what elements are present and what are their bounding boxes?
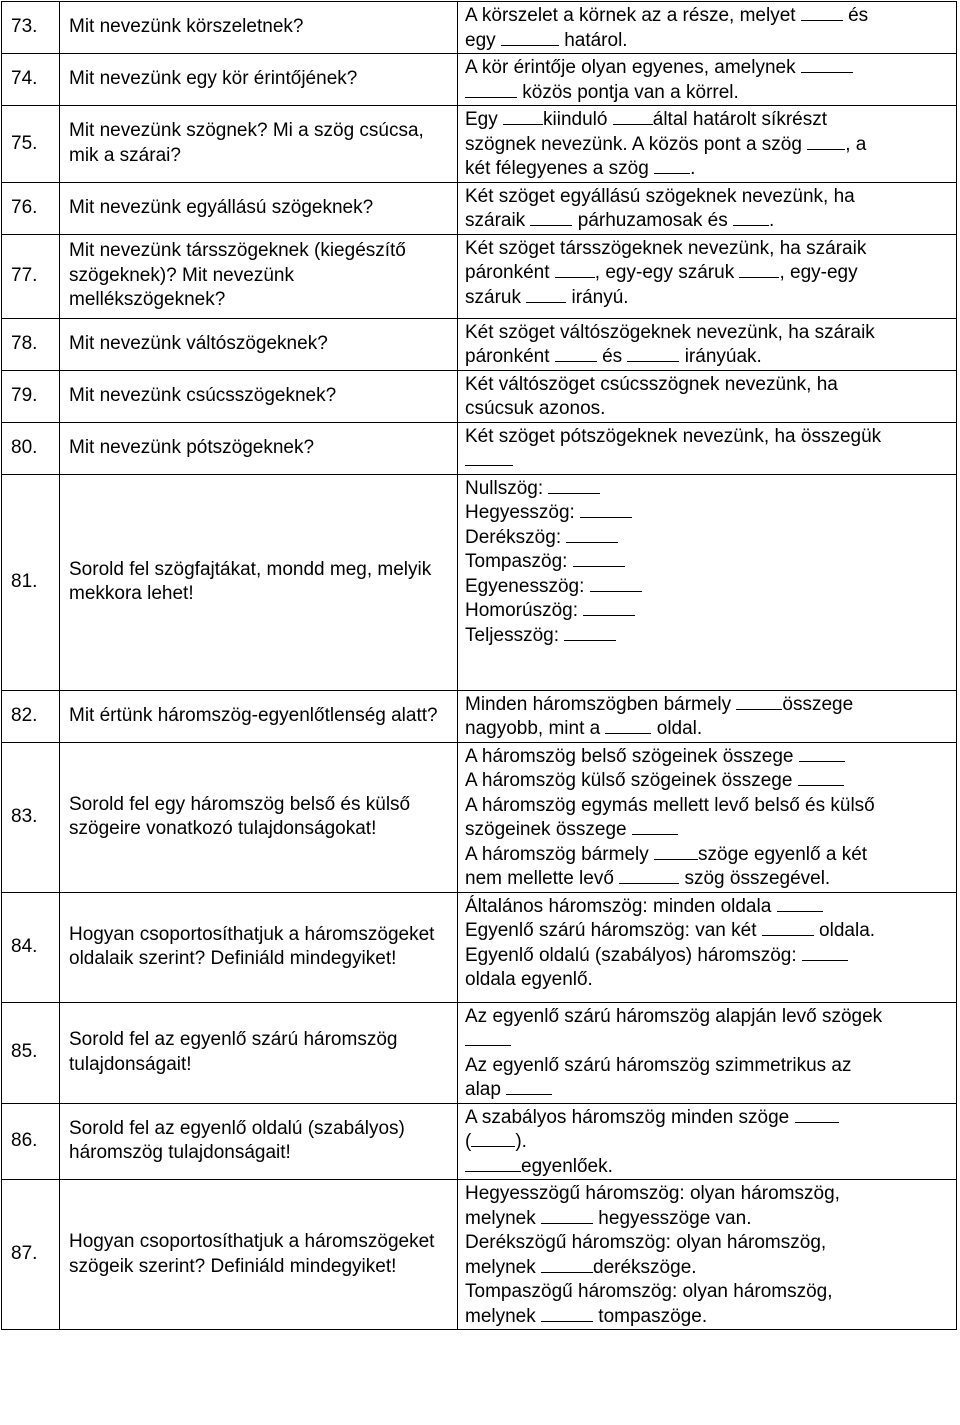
answer-line	[465, 56, 950, 81]
answer-fragment: irányúak.	[679, 346, 762, 367]
answer-text	[458, 690, 957, 742]
table-row	[2, 1103, 957, 1180]
table-row	[2, 106, 957, 183]
answer-fragment: Derékszög:	[465, 526, 567, 548]
question-number: 77.	[2, 234, 60, 318]
answer-line	[465, 1130, 950, 1155]
answer-fragment: Egyenlő oldalú (szabályos) háromszög:	[465, 944, 802, 966]
fill-in-blank[interactable]	[654, 172, 690, 174]
fill-in-blank[interactable]	[501, 44, 559, 46]
answer-line	[465, 108, 950, 133]
question-number: 84.	[2, 892, 60, 1002]
fill-in-blank[interactable]	[801, 71, 853, 73]
answer-fragment: páronként	[465, 346, 555, 367]
question-number: 78.	[2, 318, 60, 370]
answer-text	[458, 106, 957, 183]
fill-in-blank[interactable]	[555, 360, 597, 362]
question-number: 87.	[2, 1180, 60, 1330]
fill-in-blank[interactable]	[465, 464, 513, 466]
answer-fragment: A körszelet a körnek az a része, melyet	[465, 5, 801, 26]
question-text: Sorold fel egy háromszög belső és külső szögeire vonatkozó tulajdonságokat!	[60, 742, 458, 892]
fill-in-blank[interactable]	[465, 1044, 511, 1046]
answer-fragment: páronként	[465, 262, 555, 283]
fill-in-blank[interactable]	[798, 784, 844, 786]
answer-line	[465, 1054, 950, 1079]
question-number: 76.	[2, 182, 60, 234]
answer-fragment: összege	[782, 693, 854, 715]
answer-line	[465, 1155, 950, 1180]
answer-line	[465, 157, 950, 182]
question-table	[1, 1, 957, 1330]
question-number: 82.	[2, 690, 60, 742]
answer-text	[458, 474, 957, 690]
fill-in-blank[interactable]	[541, 1320, 593, 1322]
answer-line	[465, 29, 950, 54]
table-row	[2, 2, 957, 54]
answer-text	[458, 54, 957, 106]
answer-fragment: ).	[515, 1131, 527, 1152]
answer-fragment: Két szöget váltószögeknek nevezünk, ha száraik	[465, 321, 875, 343]
answer-fragment: Nullszög:	[465, 477, 549, 499]
answer-fragment: szögeinek összege	[465, 819, 632, 840]
answer-line	[465, 968, 950, 993]
answer-text	[458, 234, 957, 318]
answer-line	[465, 477, 950, 502]
fill-in-blank[interactable]	[506, 1093, 552, 1095]
answer-fragment: nagyobb, mint a	[465, 718, 606, 739]
answer-line	[465, 397, 950, 422]
fill-in-blank[interactable]	[548, 492, 600, 494]
answer-fragment: közös pontja van a körrel.	[517, 81, 739, 103]
answer-fragment: tompaszöge.	[593, 1305, 708, 1327]
fill-in-blank[interactable]	[583, 614, 635, 616]
answer-fragment: párhuzamosak és	[572, 210, 733, 231]
fill-in-blank[interactable]	[471, 1145, 515, 1147]
answer-fragment: irányú.	[566, 286, 629, 308]
answer-fragment: Két váltószöget csúcsszögnek nevezünk, ha	[465, 373, 838, 395]
fill-in-blank[interactable]	[590, 590, 642, 592]
answer-fragment: , egy-egy	[779, 262, 858, 283]
table-row	[2, 892, 957, 1002]
answer-line	[465, 526, 950, 551]
answer-text	[458, 318, 957, 370]
answer-fragment: Minden háromszögben bármely	[465, 693, 737, 715]
question-number: 86.	[2, 1103, 60, 1180]
question-number: 80.	[2, 422, 60, 474]
answer-fragment: Általános háromszög: minden oldala	[465, 895, 777, 917]
question-number: 85.	[2, 1002, 60, 1103]
answer-fragment: oldala egyenlő.	[465, 969, 593, 990]
answer-fragment: A háromszög külső szögeinek összege	[465, 770, 798, 791]
answer-line	[465, 1231, 950, 1256]
answer-text	[458, 422, 957, 474]
answer-fragment: melynek	[465, 1256, 542, 1278]
answer-fragment: Az egyenlő szárú háromszög szimmetrikus az	[465, 1054, 852, 1076]
answer-text	[458, 182, 957, 234]
answer-fragment: .	[769, 210, 775, 231]
fill-in-blank[interactable]	[503, 123, 543, 125]
question-text: Mit nevezünk csúcsszögeknek?	[60, 370, 458, 422]
answer-line	[465, 1207, 950, 1232]
answer-line	[465, 1256, 950, 1281]
answer-text	[458, 1103, 957, 1180]
answer-fragment: szögnek nevezünk. A közös pont a szög	[465, 133, 808, 155]
answer-fragment: melynek	[465, 1207, 542, 1229]
answer-line	[465, 843, 950, 868]
answer-fragment: oldala.	[813, 920, 876, 941]
answer-line	[465, 624, 950, 649]
answer-line	[465, 919, 950, 944]
table-row	[2, 742, 957, 892]
answer-fragment: hegyesszöge van.	[593, 1207, 752, 1229]
answer-fragment: Két szöget társszögeknek nevezünk, ha száraik	[465, 237, 867, 259]
answer-line	[465, 575, 950, 600]
fill-in-blank[interactable]	[802, 959, 848, 961]
answer-fragment: határol.	[558, 29, 628, 51]
table-row	[2, 370, 957, 422]
fill-in-blank[interactable]	[541, 1271, 593, 1273]
table-row	[2, 54, 957, 106]
question-text: Mit értünk háromszög-egyenlőtlenség alatt?	[60, 690, 458, 742]
fill-in-blank[interactable]	[739, 276, 779, 278]
answer-line	[465, 449, 950, 474]
question-text: Mit nevezünk szögnek? Mi a szög csúcsa, mik a szárai?	[60, 106, 458, 183]
question-text: Sorold fel az egyenlő oldalú (szabályos) háromszög tulajdonságait!	[60, 1103, 458, 1180]
answer-line	[465, 501, 950, 526]
answer-fragment: A háromszög egymás mellett levő belső és külső	[465, 794, 875, 816]
answer-line	[465, 895, 950, 920]
answer-fragment: Homorúszög:	[465, 600, 584, 621]
answer-line	[465, 1106, 950, 1131]
answer-fragment: Teljesszög:	[465, 624, 565, 646]
answer-fragment: Hegyesszög:	[465, 502, 581, 523]
answer-fragment: Az egyenlő szárú háromszög alapján levő szögek	[465, 1005, 883, 1027]
answer-fragment: , a	[845, 133, 867, 155]
answer-fragment: A háromszög bármely	[465, 843, 655, 865]
question-number: 83.	[2, 742, 60, 892]
answer-fragment: Két szöget egyállású szögeknek nevezünk, ha	[465, 185, 855, 207]
answer-line	[465, 237, 950, 262]
answer-line	[465, 261, 950, 286]
fill-in-blank[interactable]	[632, 833, 678, 835]
fill-in-blank[interactable]	[541, 1222, 593, 1224]
answer-fragment: csúcsuk azonos.	[465, 398, 606, 419]
answer-fragment: A kör érintője olyan egyenes, amelynek	[465, 57, 801, 78]
answer-line	[465, 1078, 950, 1103]
table-row	[2, 690, 957, 742]
answer-fragment: egy	[465, 29, 501, 51]
question-text: Mit nevezünk társszögeknek (kiegészítő szögeknek)? Mit nevezünk mellékszögeknek?	[60, 234, 458, 318]
question-number: 81.	[2, 474, 60, 690]
answer-text	[458, 2, 957, 54]
question-text: Sorold fel az egyenlő szárú háromszög tulajdonságait!	[60, 1002, 458, 1103]
question-text: Mit nevezünk pótszögeknek?	[60, 422, 458, 474]
question-number: 79.	[2, 370, 60, 422]
question-text: Mit nevezünk egyállású szögeknek?	[60, 182, 458, 234]
fill-in-blank[interactable]	[807, 148, 845, 150]
answer-line	[465, 1005, 950, 1030]
answer-fragment: száruk	[465, 286, 527, 308]
answer-line	[465, 818, 950, 843]
question-number: 75.	[2, 106, 60, 183]
answer-fragment: által határolt síkrészt	[652, 109, 827, 130]
answer-text	[458, 1180, 957, 1330]
answer-line	[465, 345, 950, 370]
answer-line	[465, 286, 950, 311]
fill-in-blank[interactable]	[566, 541, 618, 543]
answer-text	[458, 370, 957, 422]
answer-line	[465, 944, 950, 969]
answer-line	[465, 373, 950, 398]
answer-text	[458, 892, 957, 1002]
question-text: Mit nevezünk körszeletnek?	[60, 2, 458, 54]
table-row	[2, 474, 957, 690]
fill-in-blank[interactable]	[613, 123, 653, 125]
answer-fragment: Hegyesszögű háromszög: olyan háromszög,	[465, 1183, 840, 1204]
answer-fragment: A háromszög belső szögeinek összege	[465, 745, 799, 767]
answer-fragment: Egy	[465, 109, 504, 130]
fill-in-blank[interactable]	[580, 516, 632, 518]
table-row	[2, 182, 957, 234]
answer-line	[465, 1182, 950, 1207]
answer-line	[465, 599, 950, 624]
answer-text	[458, 1002, 957, 1103]
answer-fragment: Tompaszög:	[465, 551, 573, 572]
table-row	[2, 422, 957, 474]
answer-text	[458, 742, 957, 892]
fill-in-blank[interactable]	[733, 224, 769, 226]
fill-in-blank[interactable]	[573, 565, 625, 567]
answer-fragment: Két szöget pótszögeknek nevezünk, ha összegük	[465, 425, 882, 447]
fill-in-blank[interactable]	[799, 760, 845, 762]
answer-fragment: és	[596, 346, 628, 367]
answer-fragment: .	[690, 158, 696, 179]
fill-in-blank[interactable]	[465, 96, 517, 98]
answer-line	[465, 185, 950, 210]
question-text: Hogyan csoportosíthatjuk a háromszögeket oldalaik szerint? Definiáld mindegyiket!	[60, 892, 458, 1002]
fill-in-blank[interactable]	[605, 732, 651, 734]
answer-fragment: nem mellette levő	[465, 868, 620, 889]
answer-fragment: Egyenlő szárú háromszög: van két	[465, 920, 762, 941]
table-row	[2, 318, 957, 370]
answer-line	[465, 794, 950, 819]
fill-in-blank[interactable]	[654, 858, 698, 860]
answer-line	[465, 1305, 950, 1330]
answer-fragment: szög összegével.	[679, 868, 831, 889]
answer-fragment: alap	[465, 1079, 507, 1100]
fill-in-blank[interactable]	[465, 1170, 521, 1172]
answer-line	[465, 867, 950, 892]
answer-line	[465, 769, 950, 794]
question-number: 73.	[2, 2, 60, 54]
answer-fragment: és	[842, 5, 869, 26]
answer-fragment: két félegyenes a szög	[465, 158, 655, 179]
answer-fragment: (	[465, 1131, 472, 1152]
answer-fragment: száraik	[465, 210, 531, 231]
answer-line	[465, 81, 950, 106]
answer-fragment: A szabályos háromszög minden szöge	[465, 1106, 795, 1128]
answer-line	[465, 717, 950, 742]
answer-line	[465, 133, 950, 158]
fill-in-blank[interactable]	[619, 882, 679, 884]
fill-in-blank[interactable]	[801, 19, 843, 21]
answer-fragment: Egyenesszög:	[465, 575, 590, 597]
fill-in-blank[interactable]	[762, 934, 814, 936]
answer-line	[465, 745, 950, 770]
answer-line	[465, 321, 950, 346]
answer-fragment: szöge egyenlő a két	[698, 843, 868, 865]
answer-line	[465, 550, 950, 575]
answer-line	[465, 693, 950, 718]
answer-fragment: kiinduló	[543, 109, 613, 130]
table-row	[2, 234, 957, 318]
answer-line	[465, 1029, 950, 1054]
answer-fragment: derékszöge.	[593, 1256, 697, 1278]
fill-in-blank[interactable]	[627, 360, 679, 362]
fill-in-blank[interactable]	[795, 1121, 839, 1123]
fill-in-blank[interactable]	[526, 301, 566, 303]
fill-in-blank[interactable]	[736, 708, 782, 710]
answer-line	[465, 4, 950, 29]
answer-line	[465, 209, 950, 234]
table-row	[2, 1180, 957, 1330]
fill-in-blank[interactable]	[530, 224, 572, 226]
answer-line	[465, 1280, 950, 1305]
fill-in-blank[interactable]	[777, 910, 823, 912]
answer-fragment: Tompaszögű háromszög: olyan háromszög,	[465, 1281, 833, 1302]
question-text: Mit nevezünk egy kör érintőjének?	[60, 54, 458, 106]
question-text: Mit nevezünk váltószögeknek?	[60, 318, 458, 370]
question-number: 74.	[2, 54, 60, 106]
answer-fragment: Derékszögű háromszög: olyan háromszög,	[465, 1232, 827, 1253]
answer-line	[465, 425, 950, 450]
question-text: Hogyan csoportosíthatjuk a háromszögeket szögeik szerint? Definiáld mindegyiket!	[60, 1180, 458, 1330]
answer-fragment: oldal.	[651, 718, 703, 739]
question-text: Sorold fel szögfajtákat, mondd meg, melyik mekkora lehet!	[60, 474, 458, 690]
answer-fragment: egyenlőek.	[521, 1155, 613, 1177]
table-row	[2, 1002, 957, 1103]
answer-fragment: melynek	[465, 1305, 542, 1327]
answer-fragment: , egy-egy száruk	[594, 262, 740, 283]
fill-in-blank[interactable]	[555, 276, 595, 278]
fill-in-blank[interactable]	[564, 639, 616, 641]
